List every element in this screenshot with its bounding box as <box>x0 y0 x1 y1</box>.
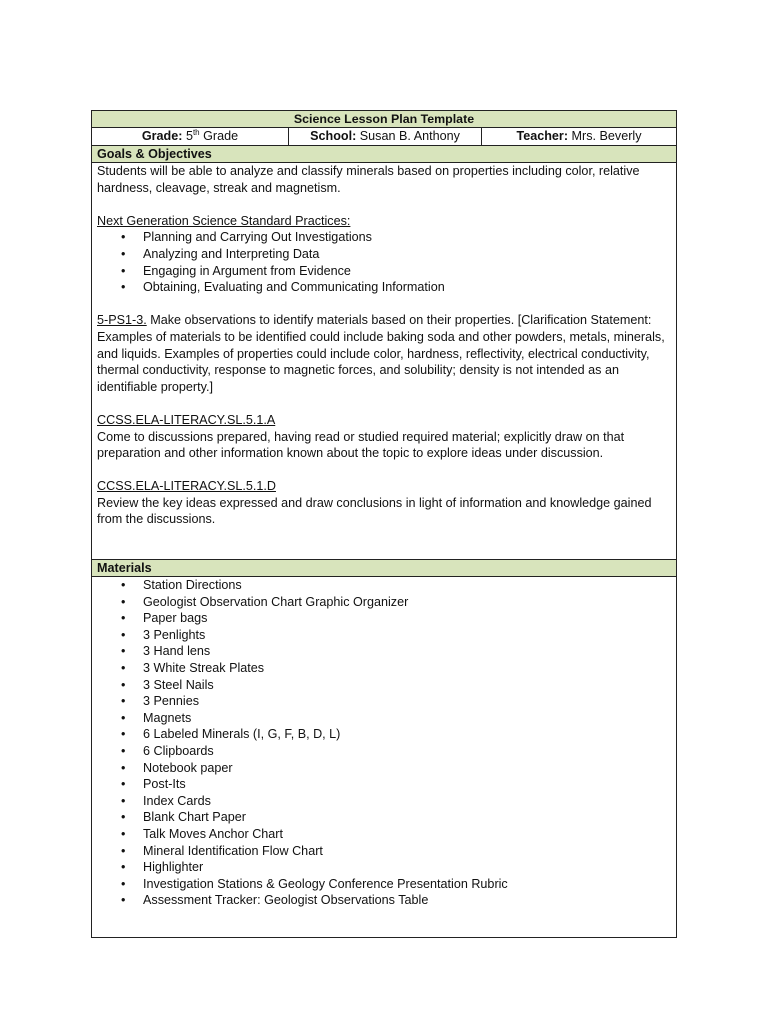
list-item: • 3 Steel Nails <box>97 677 668 694</box>
list-item: • Highlighter <box>97 859 668 876</box>
info-row <box>92 128 676 146</box>
grade-value-sup: th <box>192 128 200 137</box>
goals-intro: Students will be able to analyze and classify minerals based on properties including color, relative hardness, cleavage, streak and magnetism. <box>97 164 640 195</box>
list-item: • Magnets <box>97 710 668 727</box>
standard-text: Make observations to identify materials based on their properties. [Clarification Statement: Examples of materials to be identified could include baking soda and other powders, metals, minerals, and liquids. Examples of properties could include color, hardness, reflectivity, electrical conductivity, thermal conductivity, response to magnetic forces, and solubility; density is not intended as an identifiable property.] <box>97 313 665 394</box>
list-item: • Geologist Observation Chart Graphic Organizer <box>97 594 668 611</box>
school-value: Susan B. Anthony <box>359 129 460 143</box>
school-label: School: <box>310 129 357 143</box>
lesson-plan-table <box>91 110 677 938</box>
teacher-value: Mrs. Beverly <box>571 129 642 143</box>
standard-code: 5-PS1-3. <box>97 313 147 328</box>
materials-list <box>97 577 668 909</box>
list-item: • Index Cards <box>97 793 668 810</box>
list-item: • Planning and Carrying Out Investigations <box>97 229 668 246</box>
goals-heading: Goals & Objectives <box>92 146 676 163</box>
ngss-practices-list <box>97 229 668 295</box>
list-item: • Investigation Stations & Geology Conference Presentation Rubric <box>97 876 668 893</box>
list-item: • Engaging in Argument from Evidence <box>97 263 668 280</box>
goals-section <box>92 163 676 560</box>
list-item: • Talk Moves Anchor Chart <box>97 826 668 843</box>
ccss-a-code: CCSS.ELA-LITERACY.SL.5.1.A <box>97 412 276 427</box>
list-item: • Obtaining, Evaluating and Communicating Information <box>97 279 668 296</box>
list-item: • Assessment Tracker: Geologist Observations Table <box>97 892 668 909</box>
ccss-a-text: Come to discussions prepared, having read or studied required material; explicitly draw on that preparation and other information known about the topic to explore ideas under discussion. <box>97 429 625 461</box>
ccss-d-text: Review the key ideas expressed and draw conclusions in light of information and knowledge gained from the discussions. <box>97 495 652 527</box>
materials-section <box>92 577 676 937</box>
grade-value-rest: Grade <box>199 129 239 143</box>
list-item: • 3 Hand lens <box>97 643 668 660</box>
lesson-plan-title: Science Lesson Plan Template <box>92 111 676 128</box>
list-item: • 6 Labeled Minerals (I, G, F, B, D, L) <box>97 726 668 743</box>
list-item: • Post-Its <box>97 776 668 793</box>
list-item: • Mineral Identification Flow Chart <box>97 843 668 860</box>
ccss-d-code: CCSS.ELA-LITERACY.SL.5.1.D <box>97 479 276 494</box>
list-item: • Station Directions <box>97 577 668 594</box>
grade-cell <box>92 128 289 145</box>
list-item: • Paper bags <box>97 610 668 627</box>
teacher-cell <box>482 128 676 145</box>
list-item: • 3 Penlights <box>97 627 668 644</box>
list-item: • 3 White Streak Plates <box>97 660 668 677</box>
grade-label: Grade: <box>141 129 183 143</box>
ngss-heading: Next Generation Science Standard Practices: <box>97 213 351 228</box>
list-item: • Notebook paper <box>97 760 668 777</box>
teacher-label: Teacher: <box>516 129 569 143</box>
list-item: • Blank Chart Paper <box>97 809 668 826</box>
grade-value-num: 5 <box>185 129 193 143</box>
materials-heading: Materials <box>92 560 676 577</box>
school-cell <box>289 128 482 145</box>
standard-paragraph <box>97 312 668 395</box>
list-item: • 6 Clipboards <box>97 743 668 760</box>
list-item: • Analyzing and Interpreting Data <box>97 246 668 263</box>
list-item: • 3 Pennies <box>97 693 668 710</box>
